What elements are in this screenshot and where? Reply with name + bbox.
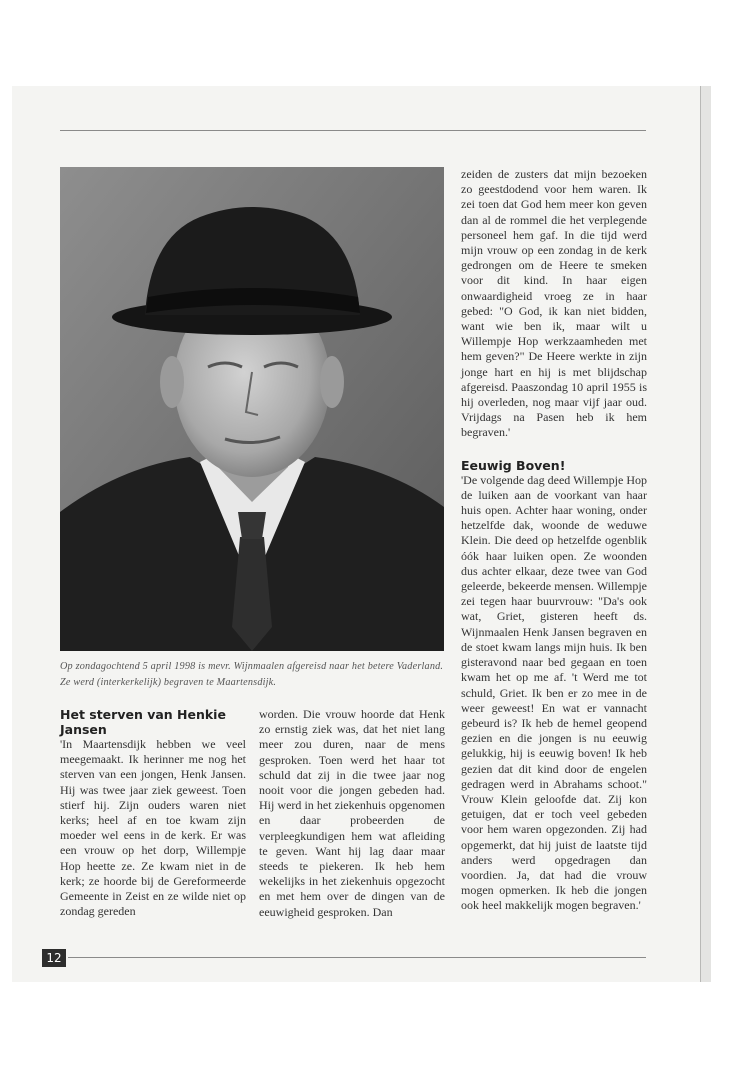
column-1 — [60, 707, 246, 919]
column-3-text-2: 'De volgende dag deed Willempje Hop de luiken aan de voorkant van haar huis open. Achter haar woning, onder hetzelfde dak, woonde de weduwe Klein. Die deed op hetzelfde ogenblik óók haar luiken open. Ze woonden dus achter elkaar, deze twee van God geleerde, bekeerde mensen. Willempje zei tegen haar buurvrouw: "Da's ook wat, Griet, gisteren heeft ds. Wijnmaalen Henk Jansen begraven en de stoet kwam langs mijn huis. Ik ben gisteravond naar bed gegaan en toen kwam het op me af. 't Werd me tot schuld, Griet. Ik ben er zo mee in de weer geweest! En wat er vannacht gebeurd is? Ik heb de hemel geopend gezien en die jongen is nu eeuwig gelukkig, hij is eeuwig boven! Ik heb gezien dat dit kind door de engelen gedragen werd in Abrahams schoot." Vrouw Klein geloofde dat. Zij kon getuigen, dat er toch veel gebeden voor hem waren opgezonden. Zij had opgemerkt, dat hij juist de laatste tijd anders werd opgedragen dan voordien. Ja, dat had die vrouw mogen opmerken. Ik heb die jongen ook heel makkelijk mogen begraven.' — [461, 472, 647, 913]
column-2 — [259, 707, 445, 920]
portrait-illustration — [60, 167, 444, 651]
top-rule — [60, 130, 646, 131]
portrait-photo — [60, 167, 444, 651]
page-number: 12 — [42, 949, 66, 967]
column-1-text: 'In Maartensdijk hebben we veel meegemaakt. Ik herinner me nog het sterven van een jongen, Henk Jansen. Hij was twee jaar ziek geweest. Toen stierf hij. Zijn ouders waren niet kerks; heel af en toe kwam zijn moeder wel eens in de kerk. Er was een vrouw op het dorp, Willempje Hop heette ze. Ze kwam niet in de kerk; ze hoorde bij de Gereformeerde Gemeente in Zeist en ze wilde niet op zondag gereden — [60, 737, 246, 919]
page-spine — [700, 86, 711, 982]
article-heading: Het sterven van Henkie Jansen — [60, 707, 226, 737]
column-3-text: zeiden de zusters dat mijn bezoeken zo geestdodend voor hem waren. Ik zei toen dat God hem meer kon geven dan al de rommel die het verplegende personeel hem gaf. In die tijd werd mijn vrouw op een zondag in de kerk gedrongen om de Heere te smeken voor dit kind. In haar eigen onwaardigheid vroeg ze in haar gebed: "O God, ik kan niet bidden, want wie ben ik, maar wilt u Willempje Hop werkzaamheden met hem geven?" De Heere werkte in zijn jonge hart en hij is met blijdschap afgereisd. Paaszondag 10 april 1955 is hij overleden, nog maar vijf jaar oud. Vrijdags na Pasen heb ik hem begraven.' — [461, 167, 647, 440]
section-heading: Eeuwig Boven! — [461, 457, 566, 473]
column-3 — [461, 167, 647, 914]
bottom-rule — [68, 957, 646, 958]
column-2-text: worden. Die vrouw hoorde dat Henk zo ernstig ziek was, dat het niet lang meer zou duren, naar de mens gesproken. Toen werd het haar tot schuld dat zij in die twee jaar nog nooit voor die jongen gebeden had. Hij werd in het ziekenhuis opgenomen en daar probeerden de verpleegkundigen hem wat afleiding te geven. Want hij lag daar maar steeds te piekeren. Ik heb hem wekelijks in het ziekenhuis opgezocht en met hem over de dingen van de eeuwigheid gesproken. Dan — [259, 707, 445, 919]
photo-caption: Op zondagochtend 5 april 1998 is mevr. Wijnmaalen afgereisd naar het betere Vaderland. Ze werd (interkerkelijk) begraven te Maartensdijk. — [60, 661, 444, 688]
